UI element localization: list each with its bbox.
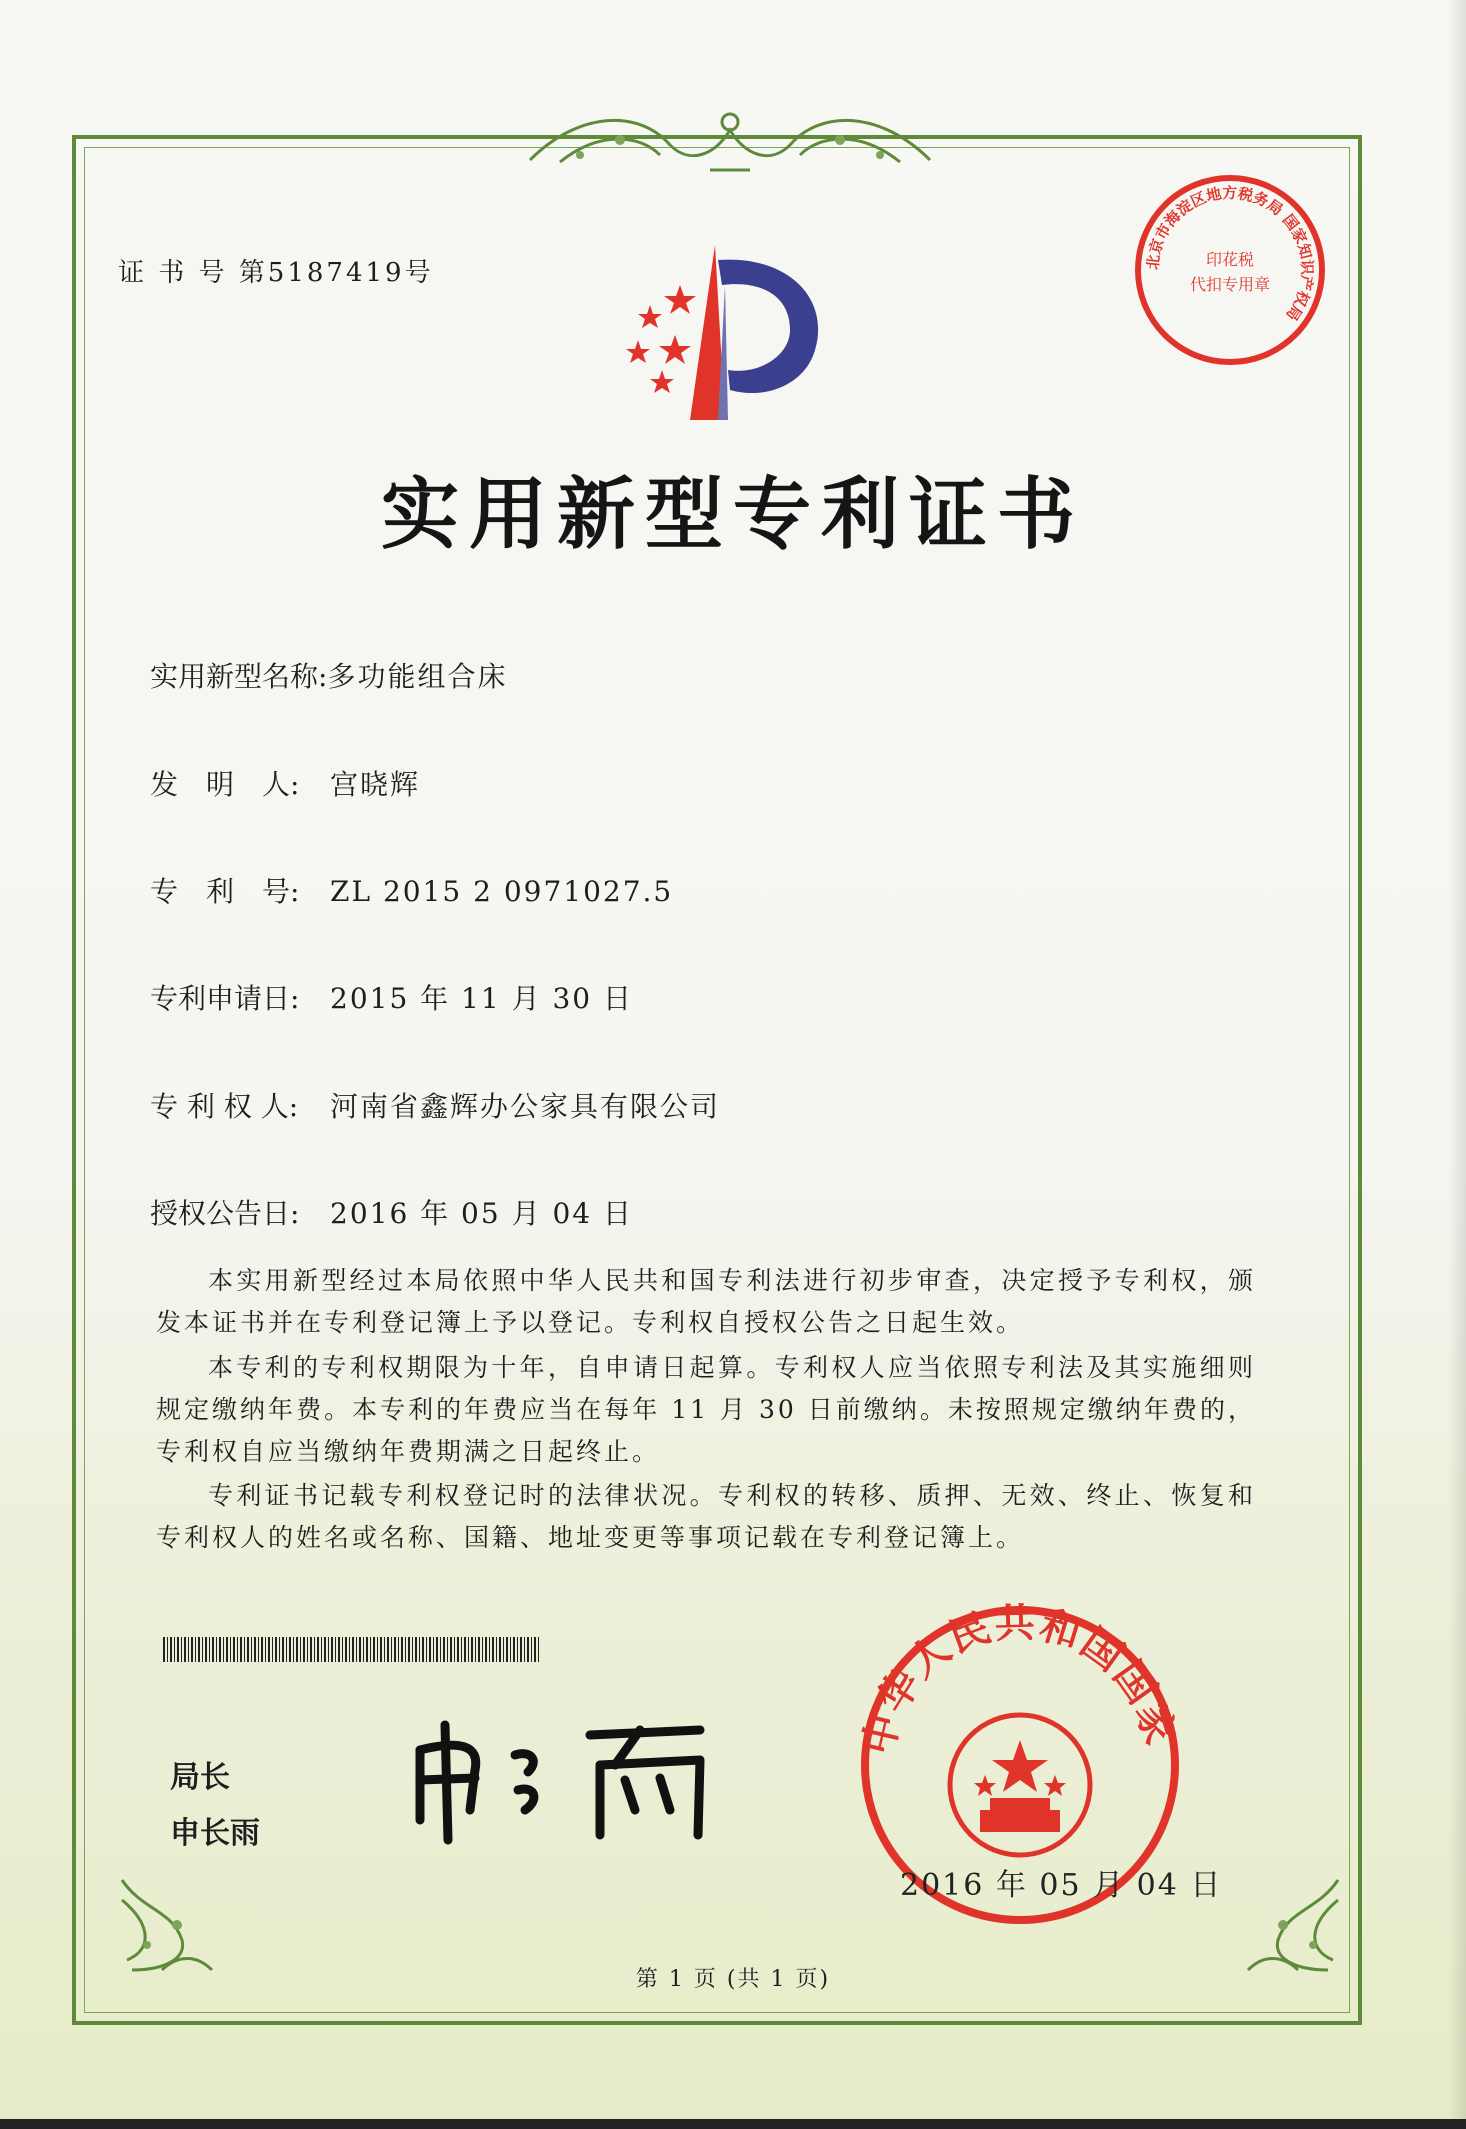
legal-paragraph-1: 本实用新型经过本局依照中华人民共和国专利法进行初步审查，决定授予专利权，颁发本证书并在专利登记簿上予以登记。专利权自授权公告之日起生效。 — [156, 1266, 1256, 1337]
office-seal-ring-text: 中华人民共和国国家 — [855, 1600, 1184, 1759]
field-label: 发 明 人: — [150, 768, 300, 801]
certificate-number: 证 书 号 第5187419号 — [118, 258, 434, 288]
field-label: 专利申请日: — [150, 982, 300, 1015]
field-utility-model-name — [150, 655, 507, 695]
field-value: 2016 年 05 月 04 日 — [330, 1197, 634, 1230]
stamp-duty-seal — [1130, 170, 1330, 370]
field-grant-date — [150, 1192, 633, 1232]
field-inventor — [150, 763, 420, 803]
field-patent-number — [150, 870, 673, 910]
scan-bottom-edge — [0, 2119, 1466, 2129]
field-value: 宫晓辉 — [330, 768, 421, 801]
field-value: 河南省鑫辉办公家具有限公司 — [330, 1090, 721, 1123]
tax-seal-line1: 印花税 — [1205, 250, 1255, 269]
seal-date: 2016 年 05 月 04 日 — [900, 1868, 1223, 1903]
field-value: 2015 年 11 月 30 日 — [330, 982, 634, 1015]
tax-seal-ring-text: 北京市海淀区地方税务局 国家知识产权局 — [1143, 183, 1317, 324]
tax-seal-line2: 代扣专用章 — [1189, 275, 1271, 294]
field-label: 专 利 号: — [150, 875, 300, 908]
director-signature — [400, 1710, 730, 1850]
legal-paragraph-3: 专利证书记载专利权登记时的法律状况。专利权的转移、质押、无效、终止、恢复和专利权人的姓名或名称、国籍、地址变更等事项记载在专利登记簿上。 — [156, 1481, 1256, 1552]
page-edge-shadow — [1448, 0, 1466, 2129]
field-application-date — [150, 977, 633, 1017]
svg-text:中华人民共和国国家知识产权局 — [855, 1600, 1183, 1759]
field-patentee — [150, 1085, 720, 1125]
patent-office-emblem — [600, 240, 835, 425]
certificate-title: 实用新型专利证书 — [380, 469, 1085, 560]
legal-paragraph-2: 本专利的专利权期限为十年，自申请日起算。专利权人应当依照专利法及其实施细则规定缴纳年费。本专利的年费应当在每年 11 月 30 日前缴纳。未按照规定缴纳年费的，专利权自应当缴纳年费期满之日起终止。 — [156, 1353, 1256, 1466]
top-ornament — [520, 100, 940, 180]
director-name: 申长雨 — [170, 1816, 260, 1851]
field-label: 专 利 权 人: — [150, 1090, 299, 1123]
field-value: ZL 2015 2 0971027.5 — [330, 875, 674, 908]
director-title: 局长 — [170, 1760, 230, 1795]
barcode — [163, 1637, 541, 1662]
field-label: 授权公告日: — [150, 1197, 300, 1230]
field-label: 实用新型名称: — [150, 660, 328, 693]
field-value: 多功能组合床 — [327, 660, 508, 693]
page-number: 第 1 页 (共 1 页) — [635, 1967, 831, 1992]
